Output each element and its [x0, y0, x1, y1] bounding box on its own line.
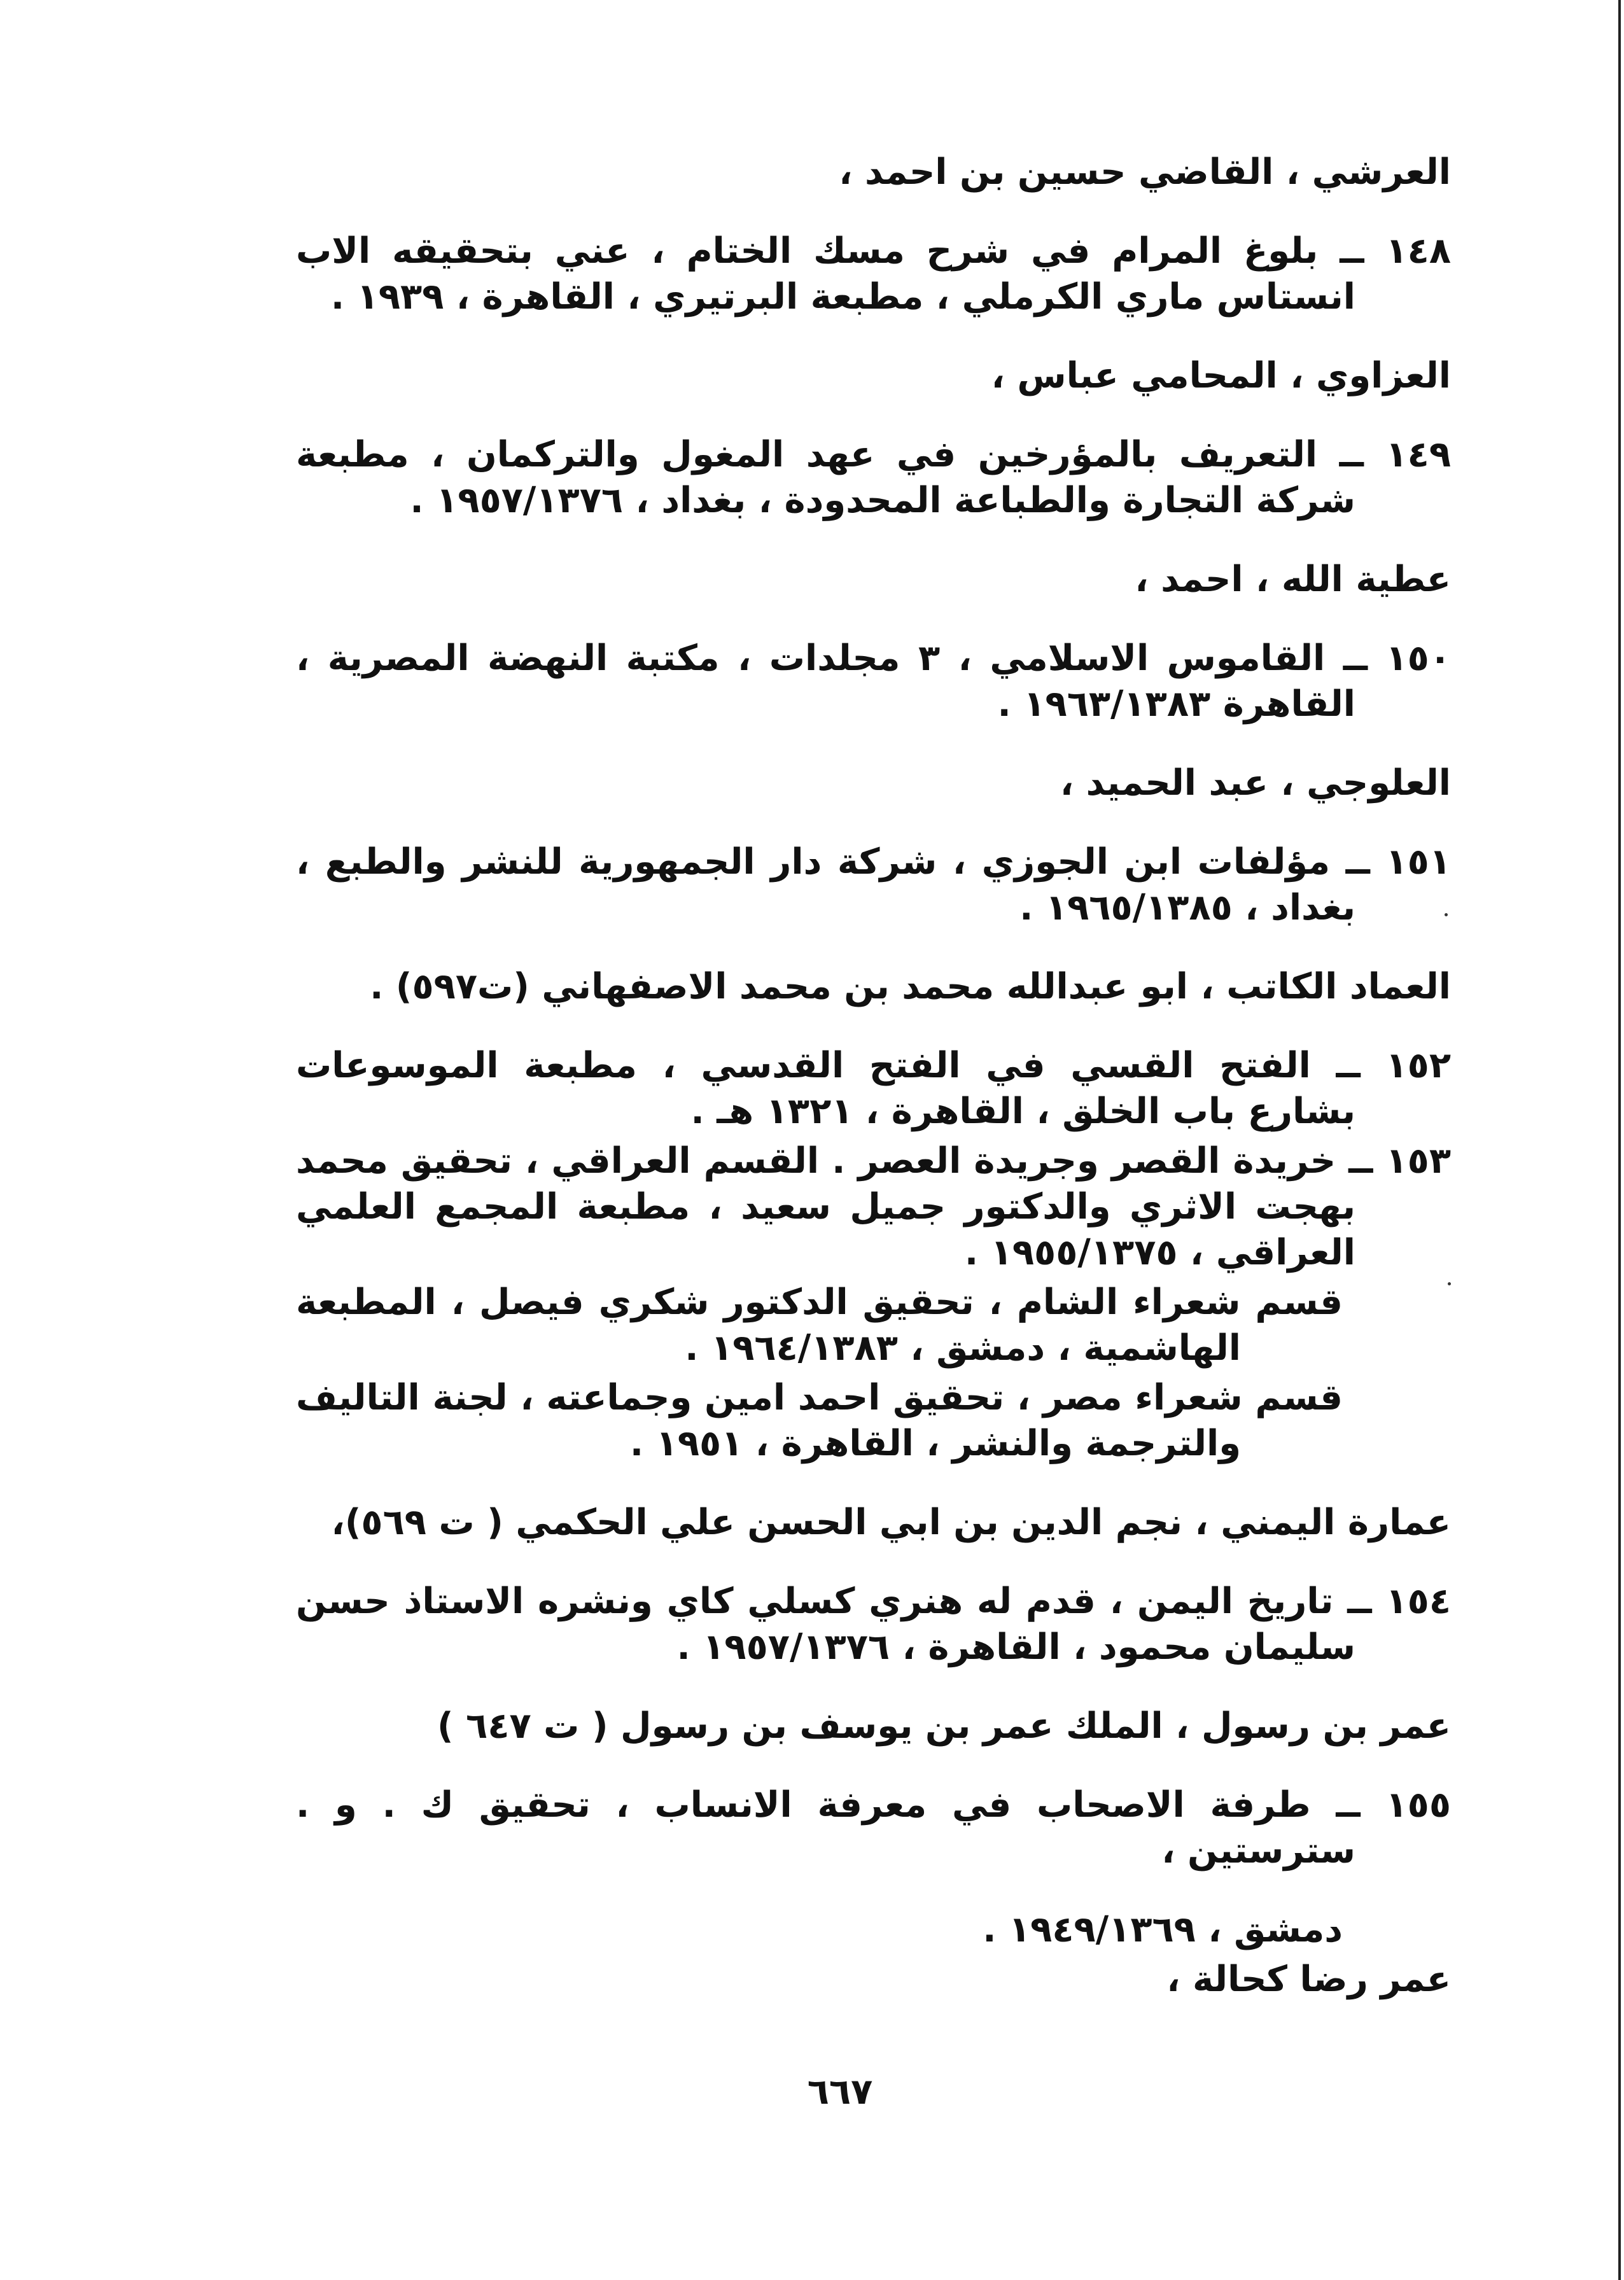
author-heading: عمر بن رسول ، الملك عمر بن يوسف بن رسول ( ت ٦٤٧ ) — [437, 1705, 1451, 1747]
page-edge-line — [1618, 0, 1621, 2280]
bibliography-entry: ١٥١ ــ مؤلفات ابن الجوزي ، شركة دار الجمهورية للنشر والطبع ، بغداد ، ١٩٦٥/١٣٨٥ . — [296, 841, 1451, 928]
bibliography-entry: ١٥٠ ــ القاموس الاسلامي ، ٣ مجلدات ، مكتبة النهضة المصرية ، القاهرة ١٩٦٣/١٣٨٣ . — [296, 638, 1452, 725]
bibliography-subentry: قسم شعراء الشام ، تحقيق الدكتور شكري فيصل ، المطبعة الهاشمية ، دمشق ، ١٩٦٤/١٣٨٣ . — [296, 1282, 1343, 1369]
bibliography-entry: ١٥٤ ــ تاريخ اليمن ، قدم له هنري كسلي كاي ونشره الاستاذ حسن سليمان محمود ، القاهرة ، ١٩٥٧/١٣٧٦ . — [296, 1581, 1451, 1668]
author-heading: العماد الكاتب ، ابو عبدالله محمد بن محمد الاصفهاني (ت٥٩٧) . — [370, 966, 1451, 1007]
page-number: ٦٦٧ — [807, 2071, 873, 2113]
author-heading: العرشي ، القاضي حسين بن احمد ، — [839, 151, 1451, 193]
author-heading: العزاوي ، المحامي عباس ، — [991, 355, 1451, 396]
bibliography-subentry: قسم شعراء مصر ، تحقيق احمد امين وجماعته ، لجنة التاليف والترجمة والنشر ، القاهرة ، ١٩٥١ . — [296, 1377, 1343, 1464]
bibliography-entry: ١٤٩ ــ التعريف بالمؤرخين في عهد المغول والتركمان ، مطبعة شركة التجارة والطباعة المحدودة ، بغداد ، ١٩٥٧/١٣٧٦ . — [296, 434, 1451, 521]
bibliography-entry-continuation: دمشق ، ١٩٤٩/١٣٦٩ . — [983, 1909, 1343, 1950]
bibliography-entry: ١٥٢ ــ الفتح القسي في الفتح القدسي ، مطبعة الموسوعات بشارع باب الخلق ، القاهرة ، ١٣٢١ هـ . — [296, 1045, 1451, 1132]
author-heading: العلوجي ، عبد الحميد ، — [1060, 762, 1451, 804]
bibliography-entry: ١٥٣ ــ خريدة القصر وجريدة العصر . القسم العراقي ، تحقيق محمد بهجت الاثري والدكتور جميل سعيد ، مطبعة المجمع العلمي العراقي ، ١٩٥٥/١٣٧٥ . — [296, 1140, 1451, 1273]
author-heading: عمر رضا كحالة ، — [1166, 1959, 1451, 2000]
bibliography-entry: ١٥٥ ــ طرفة الاصحاب في معرفة الانساب ، تحقيق ك . و . سترستين ، — [296, 1784, 1451, 1871]
author-heading: عطية الله ، احمد ، — [1135, 559, 1451, 600]
bibliography-entry: ١٤٨ ــ بلوغ المرام في شرح مسك الختام ، عني بتحقيقه الاب انستاس ماري الكرملي ، مطبعة البرتيري ، القاهرة ، ١٩٣٩ . — [296, 230, 1451, 318]
bibliography-list — [296, 150, 1451, 2036]
author-heading: عمارة اليمني ، نجم الدين بن ابي الحسن علي الحكمي ( ت ٥٦٩)، — [331, 1502, 1451, 1543]
